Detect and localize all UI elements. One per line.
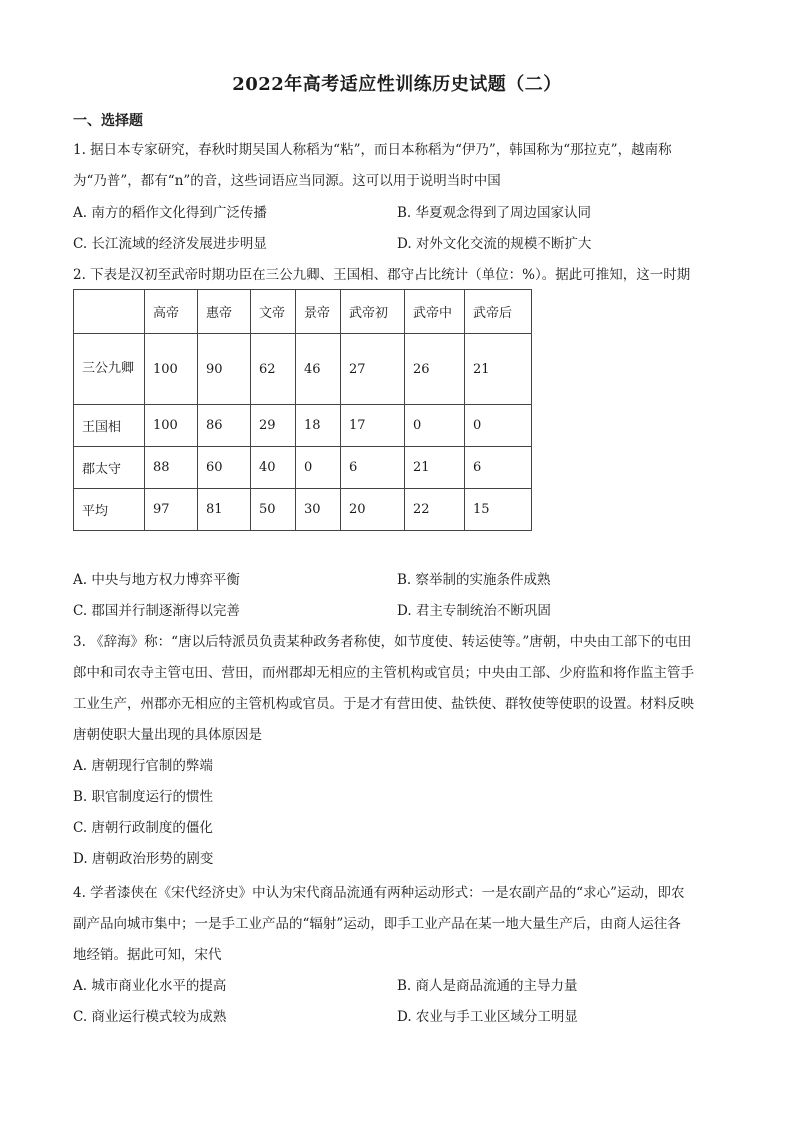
table-cell: 17: [341, 405, 405, 447]
q1-option-c[interactable]: C. 长江流域的经济发展进步明显: [73, 236, 267, 252]
statistics-table: [73, 289, 532, 531]
table-cell: 90: [198, 334, 251, 405]
table-header-cell: 武帝初: [341, 290, 405, 334]
table-cell: 21: [405, 447, 465, 489]
table-header-cell: 武帝中: [405, 290, 465, 334]
table-row: [74, 334, 532, 405]
table-row-label: 平均: [74, 489, 145, 531]
table-cell: 81: [198, 489, 251, 531]
table-row-label: [74, 334, 145, 405]
q3-stem-line-1: 3. 《辞海》称：“唐以后特派员负责某种政务者称使，如节度使、转运使等。”唐朝，中央由工部下的屯田: [73, 634, 692, 650]
table-header-row: [74, 290, 532, 334]
q3-stem-line-3: 工业生产，州郡亦无相应的主管机构或官员。于是才有营田使、盐铁使、群牧使等使职的设置。材料反映: [73, 696, 694, 712]
table-cell: 0: [405, 405, 465, 447]
table-cell: 100: [145, 334, 198, 405]
q2-stem-line-1: 2. 下表是汉初至武帝时期功臣在三公九卿、王国相、郡守占比统计（单位：%）。据此可推知，这一时期: [73, 267, 691, 283]
table-row-label: 王国相: [74, 405, 145, 447]
q3-option-c[interactable]: C. 唐朝行政制度的僵化: [73, 820, 213, 836]
table-cell: 29: [251, 405, 296, 447]
q3-option-a[interactable]: A. 唐朝现行官制的弊端: [73, 758, 213, 774]
table-cell: 50: [251, 489, 296, 531]
q2-option-d[interactable]: D. 君主专制统治不断巩固: [397, 603, 551, 619]
table-cell: 60: [198, 447, 251, 489]
q2-option-c[interactable]: C. 郡国并行制逐渐得以完善: [73, 603, 240, 619]
q1-stem-line-2: 为“乃普”，都有“n”的音，这些词语应当同源。这可以用于说明当时中国: [73, 173, 501, 189]
table-cell: 22: [405, 489, 465, 531]
section-heading: 一、选择题: [73, 113, 143, 129]
table-header-cell: 惠帝: [198, 290, 251, 334]
table-row: [74, 447, 532, 489]
q4-option-c[interactable]: C. 商业运行模式较为成熟: [73, 1009, 227, 1025]
table-cell: 62: [251, 334, 296, 405]
table-cell: 21: [465, 334, 532, 405]
q3-option-b[interactable]: B. 职官制度运行的惯性: [73, 789, 214, 805]
table-cell: 0: [296, 447, 341, 489]
q4-option-d[interactable]: D. 农业与手工业区域分工明显: [397, 1009, 578, 1025]
table-cell: 46: [296, 334, 341, 405]
table-cell: 30: [296, 489, 341, 531]
q4-option-a[interactable]: A. 城市商业化水平的提高: [73, 978, 227, 994]
q1-stem-line-1: 1. 据日本专家研究，春秋时期吴国人称稻为“粘”，而日本称稻为“伊乃”，韩国称为“那拉克”，越南称: [73, 142, 672, 158]
table-cell: 6: [341, 447, 405, 489]
q4-option-b[interactable]: B. 商人是商品流通的主导力量: [397, 978, 578, 994]
table-cell: 6: [465, 447, 532, 489]
q3-option-d[interactable]: D. 唐朝政治形势的剧变: [73, 851, 214, 867]
table-cell: 40: [251, 447, 296, 489]
table-cell: 88: [145, 447, 198, 489]
table-cell: 27: [341, 334, 405, 405]
table-cell: 20: [341, 489, 405, 531]
row-label-text: 三公九卿: [82, 361, 135, 376]
table-cell: 0: [465, 405, 532, 447]
q3-stem-line-2: 郎中和司农寺主管屯田、营田，而州郡却无相应的主管机构或官员；中央由工部、少府监和将作监主管手: [73, 665, 694, 681]
q1-option-d[interactable]: D. 对外文化交流的规模不断扩大: [397, 236, 592, 252]
table-header-cell: 文帝: [251, 290, 296, 334]
table-header-cell: 景帝: [296, 290, 341, 334]
page-title: 2022年高考适应性训练历史试题（二）: [232, 74, 562, 95]
table-cell: 26: [405, 334, 465, 405]
q2-option-a[interactable]: A. 中央与地方权力博弈平衡: [73, 572, 240, 588]
table-row: [74, 405, 532, 447]
table-header-cell: 武帝后: [465, 290, 532, 334]
q1-option-a[interactable]: A. 南方的稻作文化得到广泛传播: [73, 205, 267, 221]
q2-option-b[interactable]: B. 察举制的实施条件成熟: [397, 572, 551, 588]
table-cell: 100: [145, 405, 198, 447]
q4-stem-line-3: 地经销。据此可知，宋代: [73, 947, 222, 963]
table-row: [74, 489, 532, 531]
q3-stem-line-4: 唐朝使职大量出现的具体原因是: [73, 727, 262, 743]
table-header-cell: [74, 290, 145, 334]
table-cell: 97: [145, 489, 198, 531]
table-cell: 86: [198, 405, 251, 447]
q1-option-b[interactable]: B. 华夏观念得到了周边国家认同: [397, 205, 592, 221]
table-row-label: 郡太守: [74, 447, 145, 489]
q4-stem-line-2: 副产品向城市集中；一是手工业产品的“辐射”运动，即手工业产品在某一地大量生产后，由商人运往各: [73, 916, 681, 932]
table-header-cell: 高帝: [145, 290, 198, 334]
table-cell: 15: [465, 489, 532, 531]
q4-stem-line-1: 4. 学者漆侠在《宋代经济史》中认为宋代商品流通有两种运动形式：一是农副产品的“求心”运动，即农: [73, 885, 685, 901]
table-cell: 18: [296, 405, 341, 447]
